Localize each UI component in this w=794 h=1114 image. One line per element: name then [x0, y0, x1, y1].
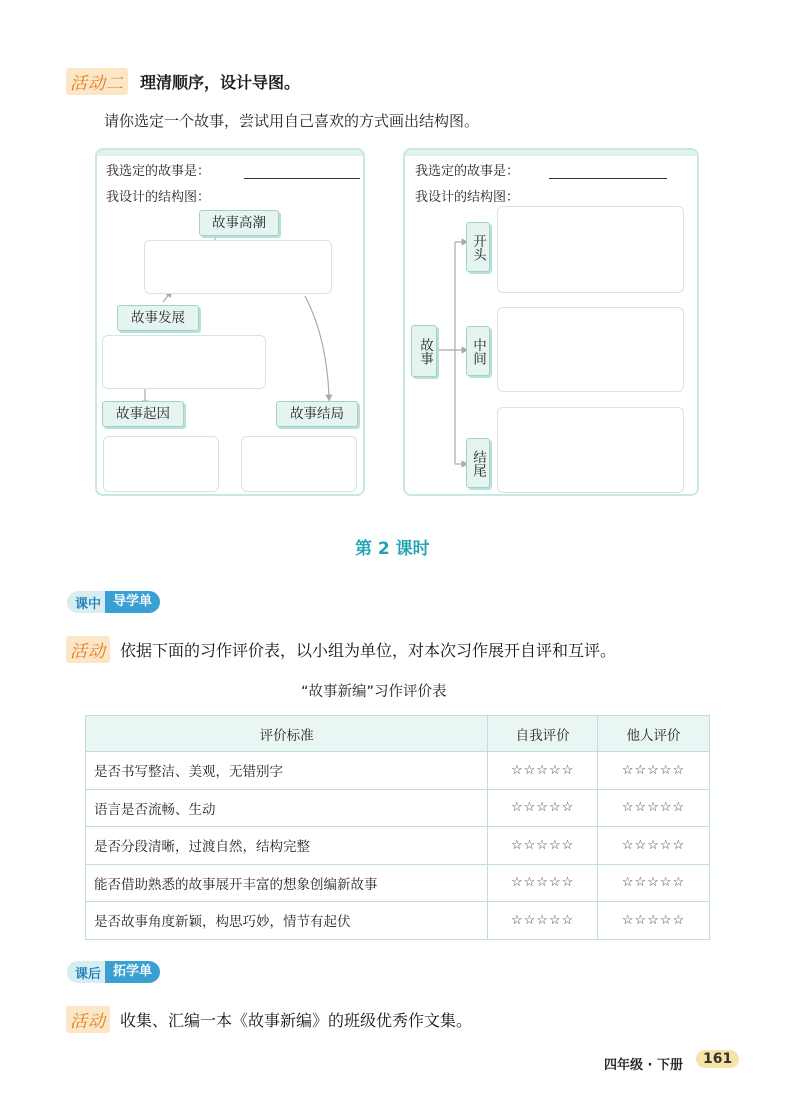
pill-after-class: 课后 — [75, 966, 102, 982]
header-other: 他人评价 — [598, 716, 710, 752]
box-end[interactable] — [497, 407, 684, 493]
after-class-activity-text: 收集、汇编一本《故事新编》的班级优秀作文集。 — [120, 1011, 473, 1030]
activity-tag-in-class: 活动 — [66, 636, 110, 663]
pill-guide-sheet: 导学单 — [105, 591, 160, 613]
other-rating-stars[interactable]: ☆☆☆☆☆ — [598, 827, 710, 865]
other-rating-stars[interactable]: ☆☆☆☆☆ — [598, 902, 710, 940]
design-label: 我设计的结构图： — [106, 190, 211, 205]
in-class-activity-text: 依据下面的习作评价表，以小组为单位，对本次习作展开自评和互评。 — [120, 641, 617, 660]
in-class-pill — [67, 591, 160, 613]
self-rating-stars[interactable]: ☆☆☆☆☆ — [488, 752, 598, 790]
node-story-root: 故事 — [411, 325, 437, 377]
activity-tag-after-class: 活动 — [66, 1006, 110, 1033]
design-label-right: 我设计的结构图： — [415, 190, 520, 205]
table-row — [86, 789, 710, 827]
pill-extension-sheet: 拓学单 — [105, 961, 160, 983]
node-end: 结尾 — [466, 438, 490, 488]
box-climax[interactable] — [144, 240, 332, 294]
criterion-cell: 语言是否流畅、生动 — [86, 789, 488, 827]
criterion-cell: 能否借助熟悉的故事展开丰富的想象创编新故事 — [86, 864, 488, 902]
box-cause[interactable] — [103, 436, 219, 492]
other-rating-stars[interactable]: ☆☆☆☆☆ — [598, 864, 710, 902]
self-rating-stars[interactable]: ☆☆☆☆☆ — [488, 789, 598, 827]
self-rating-stars[interactable]: ☆☆☆☆☆ — [488, 864, 598, 902]
other-rating-stars[interactable]: ☆☆☆☆☆ — [598, 789, 710, 827]
header-self: 自我评价 — [488, 716, 598, 752]
box-middle[interactable] — [497, 307, 684, 392]
node-development: 故事发展 — [117, 305, 199, 331]
box-development[interactable] — [102, 335, 266, 389]
node-ending: 故事结局 — [276, 401, 358, 427]
pill-in-class: 课中 — [75, 596, 102, 612]
node-beginning: 开头 — [466, 222, 490, 272]
self-rating-stars[interactable]: ☆☆☆☆☆ — [488, 827, 598, 865]
selected-story-label-right: 我选定的故事是： — [415, 164, 520, 179]
evaluation-table — [85, 715, 710, 940]
box-ending[interactable] — [241, 436, 357, 492]
criterion-cell: 是否书写整洁、美观，无错别字 — [86, 752, 488, 790]
criterion-cell: 是否故事角度新颖，构思巧妙，情节有起伏 — [86, 902, 488, 940]
table-row — [86, 752, 710, 790]
table-row — [86, 864, 710, 902]
activity-tag: 活动二 — [66, 68, 128, 95]
after-class-pill — [67, 961, 160, 983]
self-rating-stars[interactable]: ☆☆☆☆☆ — [488, 902, 598, 940]
other-rating-stars[interactable]: ☆☆☆☆☆ — [598, 752, 710, 790]
lesson-title: 第 2 课时 — [355, 539, 430, 559]
header-criteria: 评价标准 — [86, 716, 488, 752]
footer-grade: 四年级 · 下册 — [604, 1058, 683, 1073]
node-climax: 故事高潮 — [199, 210, 279, 236]
table-title: “故事新编”习作评价表 — [301, 684, 447, 700]
selected-story-label: 我选定的故事是： — [106, 164, 211, 179]
table-row — [86, 902, 710, 940]
instruction-text: 请你选定一个故事，尝试用自己喜欢的方式画出结构图。 — [104, 112, 480, 130]
page-number: 161 — [696, 1050, 739, 1068]
node-cause: 故事起因 — [102, 401, 184, 427]
activity-title: 理清顺序，设计导图。 — [140, 73, 301, 92]
criterion-cell: 是否分段清晰，过渡自然，结构完整 — [86, 827, 488, 865]
node-middle: 中间 — [466, 326, 490, 376]
table-row — [86, 827, 710, 865]
box-beginning[interactable] — [497, 206, 684, 293]
